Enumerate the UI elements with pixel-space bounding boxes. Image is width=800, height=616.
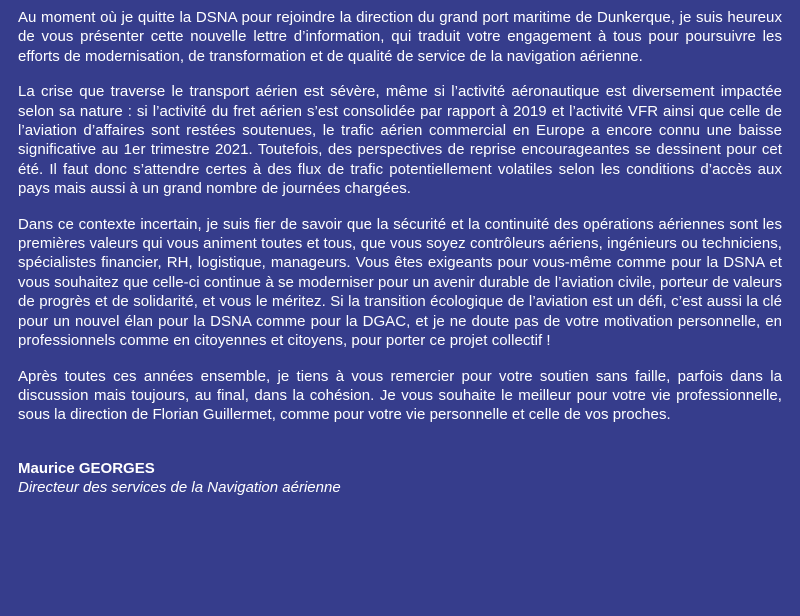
letter-paragraph-intro: Au moment où je quitte la DSNA pour rejoindre la direction du grand port maritime de Dunkerque, je suis heureux de vous présenter cette nouvelle lettre d’information, qui traduit votre engagement à tous pour poursuivre les efforts de modernisation, de transformation et de qualité de service de la navigation aérienne. — [18, 9, 782, 65]
letter-paragraph-thanks: Après toutes ces années ensemble, je tiens à vous remercier pour votre soutien sans faille, parfois dans la discussion mais toujours, au final, dans la cohésion. Je vous souhaite le meilleur pour votre vie professionnelle, sous la direction de Florian Guillermet, comme pour votre vie personnelle et celle de vos proches. — [18, 367, 782, 424]
letter-paragraph-context: Dans ce contexte incertain, je suis fier de savoir que la sécurité et la continuité des opérations aériennes sont les premières valeurs qui vous animent toutes et tous, que vous soyez contrôleurs aériens, ingénieurs ou techniciens, spécialistes financier, RH, logistique, manageurs. Vous êtes exigeants pour vous-même comme pour la DSNA et vous souhaitez que celle-ci continue à se moderniser pour un avenir durable de l’aviation civile, porteur de valeurs de progrès et de solidarité, et vous le méritez. Si la transition écologique de l’aviation est un défi, c’est aussi la clé pour un nouvel élan pour la DSNA comme pour la DGAC, et je ne doute pas de votre motivation personnelle, en professionnels comme en citoyennes et citoyens, pour porter ce projet collectif ! — [18, 215, 782, 350]
signature-name: Maurice GEORGES — [18, 459, 155, 477]
signature-title: Directeur des services de la Navigation aérienne — [18, 478, 341, 496]
signature-block — [18, 459, 782, 497]
letter-paragraph-crisis: La crise que traverse le transport aérien est sévère, même si l’activité aéronautique est diversement impactée selon sa nature : si l’activité du fret aérien s’est consolidée par rapport à 2019 et l’activité VFR ainsi que celle de l’aviation d’affaires sont restées soutenues, le trafic aérien commercial en Europe a encore connu une baisse significative au 1er trimestre 2021. Toutefois, des perspectives de reprise encourageantes se dessinent pour cet été. Il faut donc s’attendre certes à des flux de trafic potentiellement volatiles selon les conditions d’accès aux pays mais aussi à un grand nombre de journées chargées. — [18, 83, 782, 198]
